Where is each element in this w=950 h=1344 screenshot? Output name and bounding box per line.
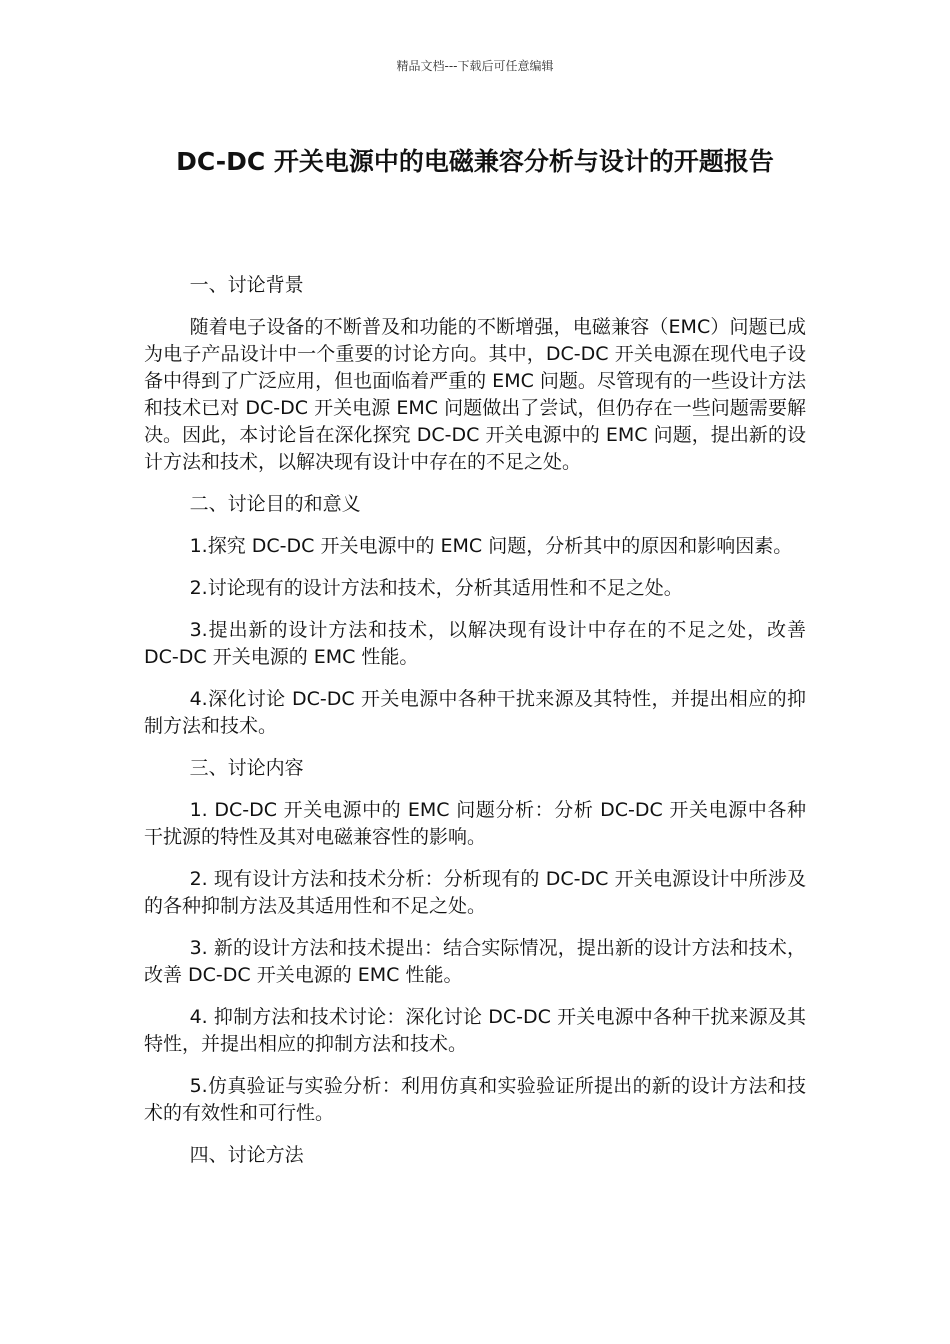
list-item: 3.提出新的设计方法和技术，以解决现有设计中存在的不足之处，改善 DC-DC 开关电源的 EMC 性能。 <box>144 619 806 668</box>
section-heading-method: 四、讨论方法 <box>189 1144 304 1166</box>
list-item: 3. 新的设计方法和技术提出：结合实际情况，提出新的设计方法和技术，改善 DC-DC 开关电源的 EMC 性能。 <box>144 937 806 986</box>
list-item: 1.探究 DC-DC 开关电源中的 EMC 问题，分析其中的原因和影响因素。 <box>189 535 793 557</box>
section-heading-purpose: 二、讨论目的和意义 <box>189 493 361 515</box>
list-item: 2. 现有设计方法和技术分析：分析现有的 DC-DC 开关电源设计中所涉及的各种抑制方法及其适用性和不足之处。 <box>144 868 806 917</box>
list-item: 1. DC-DC 开关电源中的 EMC 问题分析：分析 DC-DC 开关电源中各种干扰源的特性及其对电磁兼容性的影响。 <box>144 799 806 848</box>
section-heading-background: 一、讨论背景 <box>189 274 304 296</box>
document-body <box>144 272 806 1184</box>
list-item: 5.仿真验证与实验分析：利用仿真和实验验证所提出的新的设计方法和技术的有效性和可行性。 <box>144 1075 806 1124</box>
list-item: 4. 抑制方法和技术讨论：深化讨论 DC-DC 开关电源中各种干扰来源及其特性，并提出相应的抑制方法和技术。 <box>144 1006 806 1055</box>
header-note: 精品文档---下载后可任意编辑 <box>396 59 554 73</box>
list-item: 4.深化讨论 DC-DC 开关电源中各种干扰来源及其特性，并提出相应的抑制方法和技术。 <box>144 688 806 737</box>
paragraph-background: 随着电子设备的不断普及和功能的不断增强，电磁兼容（EMC）问题已成为电子产品设计中一个重要的讨论方向。其中，DC-DC 开关电源在现代电子设备中得到了广泛应用，但也面临着严重的 EMC 问题。尽管现有的一些设计方法和技术已对 DC-DC 开关电源 EMC 问题做出了尝试，但仍存在一些问题需要解决。因此，本讨论旨在深化探究 DC-DC 开关电源中的 EMC 问题，提出新的设计方法和技术，以解决现有设计中存在的不足之处。 <box>144 316 806 473</box>
list-item: 2.讨论现有的设计方法和技术，分析其适用性和不足之处。 <box>189 577 683 599</box>
document-title: DC-DC 开关电源中的电磁兼容分析与设计的开题报告 <box>176 147 774 176</box>
section-heading-content: 三、讨论内容 <box>189 757 304 779</box>
